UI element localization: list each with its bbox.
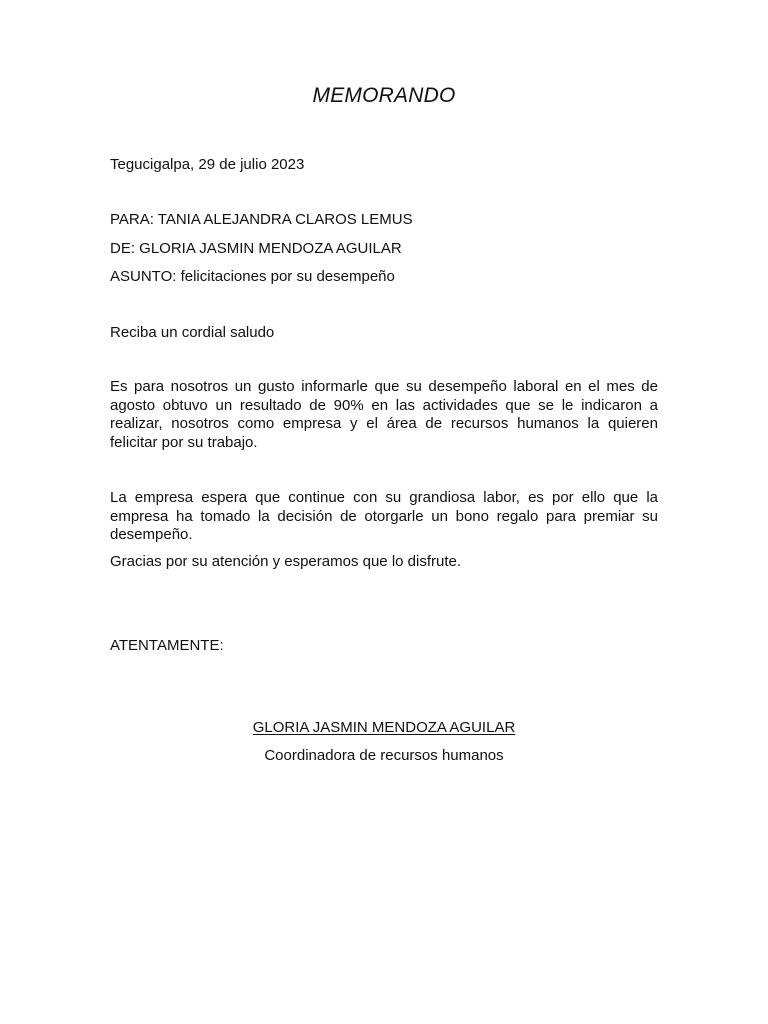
subject-line: ASUNTO: felicitaciones por su desempeño [110,268,395,285]
body-paragraph-1: Es para nosotros un gusto informarle que su desempeño laboral en el mes de agosto obtuvo un resultado de 90% en las actividades que se le indicaron a realizar, nosotros como empresa y el área de recursos humanos la quieren felicitar por su trabajo. [110,378,658,451]
greeting: Reciba un cordial saludo [110,324,275,341]
to-line: PARA: TANIA ALEJANDRA CLAROS LEMUS [110,211,413,228]
signature-name: GLORIA JASMIN MENDOZA AGUILAR [252,719,516,736]
date-line: Tegucigalpa, 29 de julio 2023 [110,156,305,173]
body-paragraph-2: La empresa espera que continue con su grandiosa labor, es por ello que la empresa ha tomado la decisión de otorgarle un bono regalo para premiar su desempeño. [110,489,658,543]
from-line: DE: GLORIA JASMIN MENDOZA AGUILAR [110,240,402,257]
closing: ATENTAMENTE: [110,637,224,654]
signature-role: Coordinadora de recursos humanos [264,747,504,764]
body-paragraph-3: Gracias por su atención y esperamos que lo disfrute. [110,553,462,570]
memo-title: MEMORANDO [312,84,456,107]
